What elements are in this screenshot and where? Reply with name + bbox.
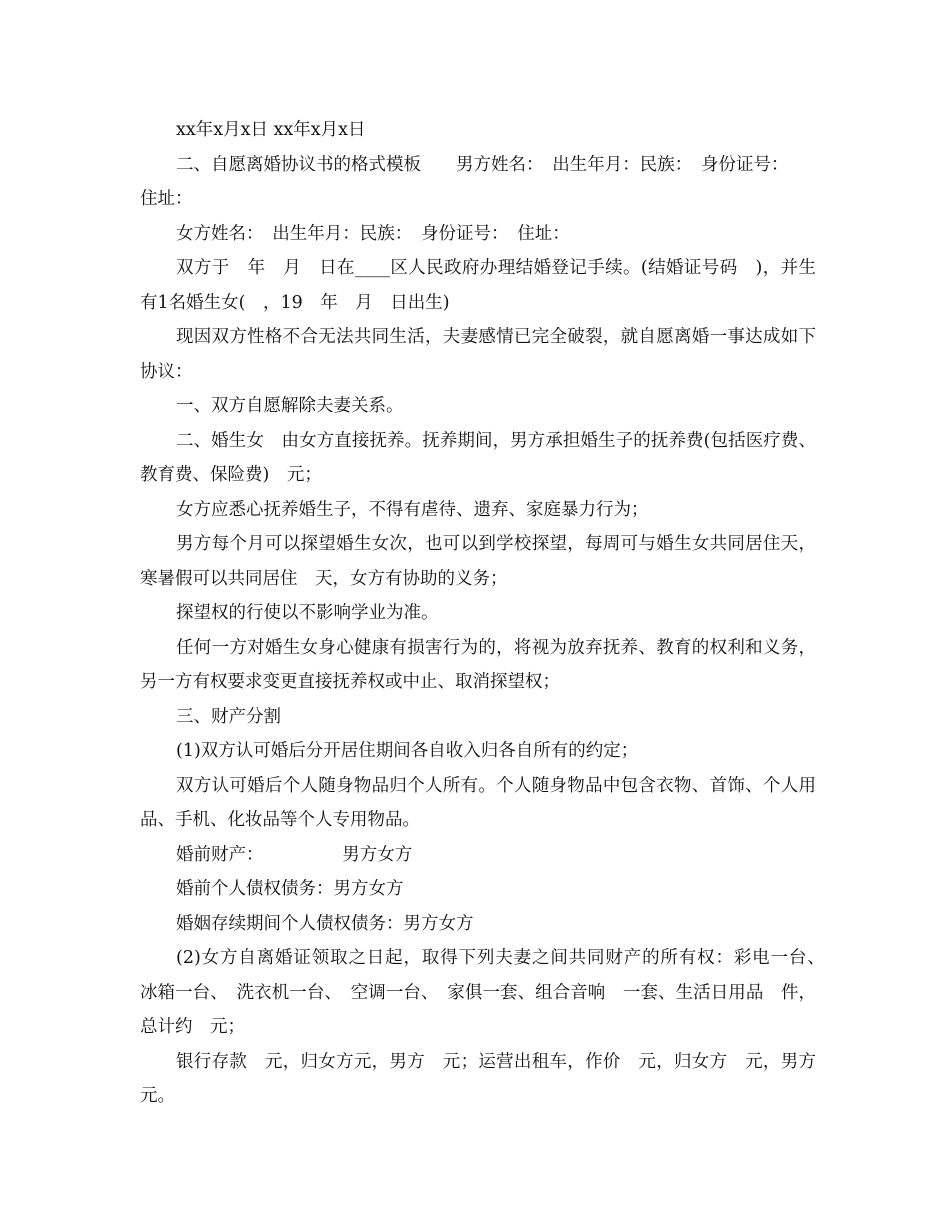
clause-3-heading: 三、财产分割 — [176, 706, 281, 727]
date-line: xx年x月x日 xx年x月x日 — [176, 120, 366, 140]
marital-debts-line: 婚姻存续期间个人债权债务：男方女方 — [176, 913, 474, 934]
clause-1: 一、双方自愿解除夫妻关系。 — [176, 396, 404, 416]
clause-2-visitation-limit: 探望权的行使以不影响学业为准。 — [176, 603, 439, 623]
premarital-property-line: 婚前财产： 男方女方 — [176, 844, 413, 865]
document-body — [140, 113, 834, 1114]
bank-deposit-paragraph: 银行存款 元，归女方元，男方 元；运营出租车，作价 元，归女方 元，男方元。 — [140, 1051, 816, 1106]
clause-2-visitation: 男方每个月可以探望婚生女次，也可以到学校探望，每周可与婚生女共同居住天，寒暑假可以共同居住 天，女方有协助的义务； — [140, 534, 816, 589]
marriage-registration-paragraph: 双方于 年 月 日在____区人民政府办理结婚登记手续。(结婚证号码 )，并生有1名婚生女( ，19 年 月 日出生) — [140, 258, 816, 313]
clause-3-personal-items: 双方认可婚后个人随身物品归个人所有。个人随身物品中包含衣物、首饰、个人用品、手机、化妆品等个人专用物品。 — [140, 775, 816, 830]
female-info-line: 女方姓名： 出生年月：民族： 身份证号： 住址： — [176, 223, 570, 244]
clause-3-2-joint-property: (2)女方自离婚证领取之日起，取得下列夫妻之间共同财产的所有权：彩电一台、 冰箱一台、 洗衣机一台、 空调一台、 家俱一套、组合音响 一套、生活日用品 件，总计约 元； — [140, 948, 834, 1037]
clause-2-custody: 二、婚生女 由女方直接抚养。抚养期间，男方承担婚生子的抚养费(包括医疗费、教育费、保险费) 元； — [140, 430, 816, 485]
clause-3-1-income: (1)双方认可婚后分开居住期间各自收入归各自所有的约定； — [176, 741, 639, 761]
premarital-debts-line: 婚前个人债权债务：男方女方 — [176, 879, 404, 899]
clause-2-harm: 任何一方对婚生女身心健康有损害行为的，将视为放弃抚养、教育的权利和义务，另一方有权要求变更直接抚养权或中止、取消探望权； — [140, 637, 816, 692]
male-address-line: 住址： — [140, 189, 193, 209]
clause-2-care: 女方应悉心抚养婚生子，不得有虐待、遗弃、家庭暴力行为； — [176, 499, 649, 520]
divorce-reason-paragraph: 现因双方性格不合无法共同生活，夫妻感情已完全破裂，就自愿离婚一事达成如下协议： — [140, 327, 816, 382]
template-heading-male-info: 二、自愿离婚协议书的格式模板 男方姓名： 出生年月：民族： 身份证号： — [176, 154, 789, 175]
